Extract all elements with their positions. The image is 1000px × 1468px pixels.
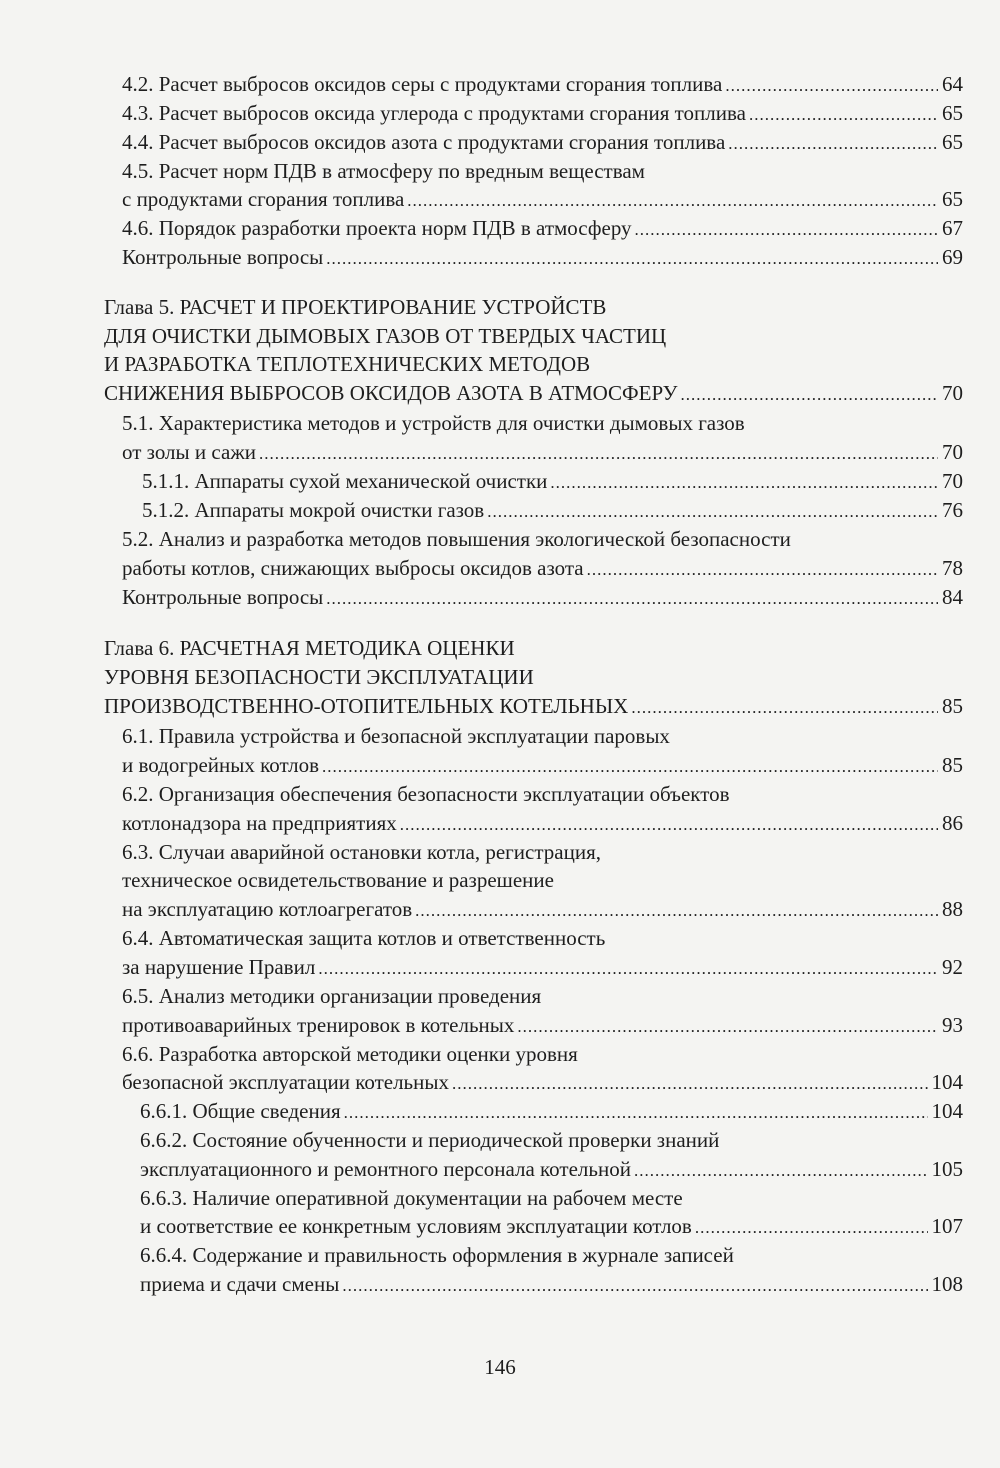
dot-leader xyxy=(587,556,938,584)
chapter-title-line: УРОВНЯ БЕЗОПАСНОСТИ ЭКСПЛУАТАЦИИ xyxy=(104,665,534,689)
dot-leader xyxy=(749,101,938,129)
dot-leader xyxy=(725,72,938,100)
toc-entry-title: 4.2. Расчет выбросов оксидов серы с продуктами сгорания топлива xyxy=(122,72,723,96)
toc-entry xyxy=(122,751,963,779)
dot-leader xyxy=(259,440,938,468)
toc-entry xyxy=(122,554,963,582)
toc-entry xyxy=(142,496,963,524)
dot-leader xyxy=(550,469,938,497)
toc-entry-title: ПРОИЗВОДСТВЕННО-ОТОПИТЕЛЬНЫХ КОТЕЛЬНЫХ xyxy=(104,694,629,718)
toc-entry-title: работы котлов, снижающих выбросы оксидов азота xyxy=(122,556,584,580)
dot-leader xyxy=(326,245,938,273)
dot-leader xyxy=(400,811,938,839)
toc-entry xyxy=(142,467,963,495)
dot-leader xyxy=(487,498,938,526)
toc-entry-title: Контрольные вопросы xyxy=(122,245,324,269)
toc-entry-title: и водогрейных котлов xyxy=(122,753,320,777)
toc-entry-page: 70 xyxy=(942,469,963,493)
toc-entry xyxy=(122,185,963,213)
chapter-title-line: Глава 6. РАСЧЕТНАЯ МЕТОДИКА ОЦЕНКИ xyxy=(104,636,515,660)
toc-entry-title: приема и сдачи смены xyxy=(140,1272,340,1296)
toc-entry-title-line: 6.5. Анализ методики организации проведения xyxy=(122,984,542,1008)
toc-entry-title: 6.6.1. Общие сведения xyxy=(140,1099,341,1123)
toc-entry-page: 108 xyxy=(931,1272,963,1296)
dot-leader xyxy=(635,216,938,244)
toc-entry-page: 65 xyxy=(942,187,963,211)
toc-entry-page: 85 xyxy=(942,753,963,777)
toc-entry-title: от золы и сажи xyxy=(122,440,257,464)
dot-leader xyxy=(322,753,938,781)
toc-entry xyxy=(122,214,963,242)
toc-entry-page: 93 xyxy=(942,1013,963,1037)
dot-leader xyxy=(681,381,938,409)
toc-entry-page: 86 xyxy=(942,811,963,835)
toc-entry-title: 5.1.1. Аппараты сухой механической очистки xyxy=(142,469,548,493)
toc-entry xyxy=(122,99,963,127)
dot-leader xyxy=(344,1099,928,1127)
toc-entry-title-line: 5.1. Характеристика методов и устройств для очистки дымовых газов xyxy=(122,411,745,435)
toc-entry-title-line: 6.1. Правила устройства и безопасной эксплуатации паровых xyxy=(122,724,670,748)
toc-entry-title-line: 5.2. Анализ и разработка методов повышения экологической безопасности xyxy=(122,527,791,551)
toc-entry-title: Контрольные вопросы xyxy=(122,585,324,609)
toc-entry-title-line: 6.6.3. Наличие оперативной документации на рабочем месте xyxy=(140,1186,683,1210)
toc-entry-title: безопасной эксплуатации котельных xyxy=(122,1070,449,1094)
toc-entry xyxy=(122,583,963,611)
dot-leader xyxy=(631,694,938,722)
toc-entry xyxy=(104,692,963,720)
chapter-title-line: Глава 5. РАСЧЕТ И ПРОЕКТИРОВАНИЕ УСТРОЙСТВ xyxy=(104,295,607,319)
toc-entry-title: на эксплуатацию котлоагрегатов xyxy=(122,897,413,921)
toc-entry-title: 4.3. Расчет выбросов оксида углерода с продуктами сгорания топлива xyxy=(122,101,746,125)
toc-entry-page: 70 xyxy=(942,381,963,405)
toc-entry-page: 76 xyxy=(942,498,963,522)
page-number: 146 xyxy=(484,1355,516,1379)
toc-entry xyxy=(140,1270,963,1298)
dot-leader xyxy=(342,1272,927,1300)
toc-entry-title: и соответствие ее конкретным условиям эксплуатации котлов xyxy=(140,1214,692,1238)
toc-entry-page: 64 xyxy=(942,72,963,96)
toc-entry-page: 70 xyxy=(942,440,963,464)
toc-entry-title: с продуктами сгорания топлива xyxy=(122,187,405,211)
dot-leader xyxy=(695,1214,928,1242)
toc-entry-title: за нарушение Правил xyxy=(122,955,316,979)
toc-entry xyxy=(104,379,963,407)
dot-leader xyxy=(326,585,938,613)
toc-entry-page: 65 xyxy=(942,130,963,154)
dot-leader xyxy=(452,1070,928,1098)
dot-leader xyxy=(415,897,938,925)
toc-entry-title-line: 6.3. Случаи аварийной остановки котла, регистрация, xyxy=(122,840,601,864)
chapter-title-line: И РАЗРАБОТКА ТЕПЛОТЕХНИЧЕСКИХ МЕТОДОВ xyxy=(104,352,591,376)
toc-entry-title-line: 6.6. Разработка авторской методики оценки уровня xyxy=(122,1042,578,1066)
toc-entry-page: 65 xyxy=(942,101,963,125)
toc-entry-title-line: 6.2. Организация обеспечения безопасности эксплуатации объектов xyxy=(122,782,730,806)
toc-entry-page: 88 xyxy=(942,897,963,921)
chapter-title-line: ДЛЯ ОЧИСТКИ ДЫМОВЫХ ГАЗОВ ОТ ТВЕРДЫХ ЧАСТИЦ xyxy=(104,324,667,348)
dot-leader xyxy=(407,187,938,215)
toc-entry xyxy=(122,1011,963,1039)
toc-entry-title: котлонадзора на предприятиях xyxy=(122,811,397,835)
toc-entry-title: СНИЖЕНИЯ ВЫБРОСОВ ОКСИДОВ АЗОТА В АТМОСФЕРУ xyxy=(104,381,678,405)
toc-entry-page: 92 xyxy=(942,955,963,979)
toc-entry-title: противоаварийных тренировок в котельных xyxy=(122,1013,515,1037)
toc-entry xyxy=(122,1068,963,1096)
toc-entry xyxy=(140,1212,963,1240)
toc-entry-title: 5.1.2. Аппараты мокрой очистки газов xyxy=(142,498,485,522)
toc-entry xyxy=(140,1155,963,1183)
toc-entry-title-line: 6.6.4. Содержание и правильность оформления в журнале записей xyxy=(140,1243,734,1267)
toc-entry-title-line: техническое освидетельствование и разрешение xyxy=(122,868,554,892)
dot-leader xyxy=(318,955,938,983)
toc-entry-page: 105 xyxy=(931,1157,963,1181)
toc-entry-page: 69 xyxy=(942,245,963,269)
toc-entry xyxy=(122,438,963,466)
toc-entry-page: 78 xyxy=(942,556,963,580)
dot-leader xyxy=(517,1013,938,1041)
toc-entry xyxy=(122,809,963,837)
toc-entry-title-line: 6.6.2. Состояние обученности и периодической проверки знаний xyxy=(140,1128,720,1152)
toc-entry-page: 107 xyxy=(931,1214,963,1238)
dot-leader xyxy=(634,1157,928,1185)
toc-entry-title-line: 6.4. Автоматическая защита котлов и ответственность xyxy=(122,926,606,950)
toc-entry xyxy=(140,1097,963,1125)
toc-entry-page: 104 xyxy=(931,1099,963,1123)
toc-entry-page: 84 xyxy=(942,585,963,609)
toc-entry-title-line: 4.5. Расчет норм ПДВ в атмосферу по вредным веществам xyxy=(122,159,645,183)
toc-entry-title: 4.6. Порядок разработки проекта норм ПДВ в атмосферу xyxy=(122,216,632,240)
toc-entry xyxy=(122,70,963,98)
toc-entry xyxy=(122,953,963,981)
toc-entry xyxy=(122,895,963,923)
toc-entry-title: эксплуатационного и ремонтного персонала котельной xyxy=(140,1157,631,1181)
toc-entry-page: 67 xyxy=(942,216,963,240)
toc-entry xyxy=(122,128,963,156)
toc-entry-page: 104 xyxy=(931,1070,963,1094)
toc-entry xyxy=(122,243,963,271)
toc-entry-title: 4.4. Расчет выбросов оксидов азота с продуктами сгорания топлива xyxy=(122,130,726,154)
dot-leader xyxy=(728,130,938,158)
toc-entry-page: 85 xyxy=(942,694,963,718)
